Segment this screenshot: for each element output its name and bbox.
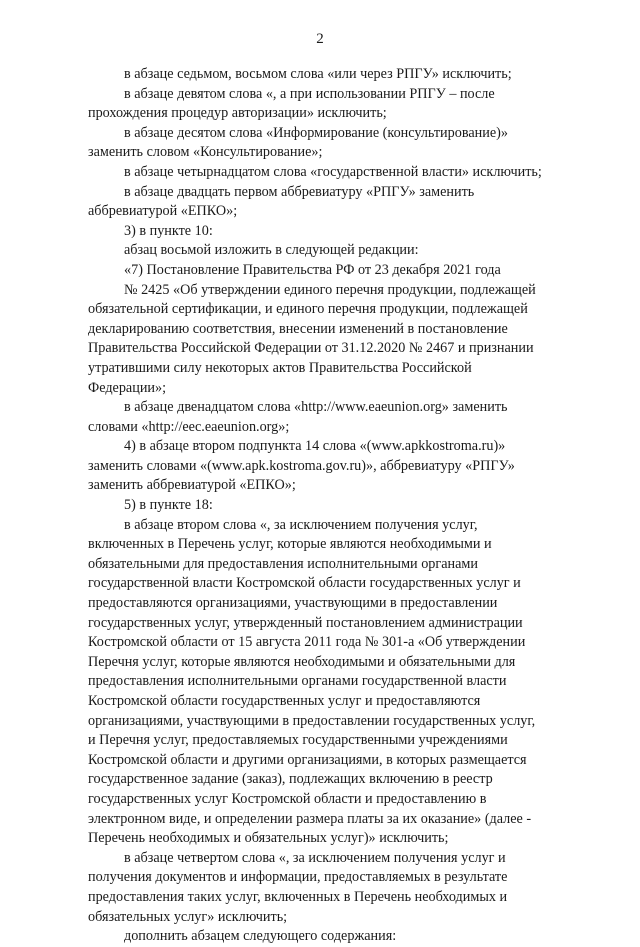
page-number: 2 [316, 31, 324, 47]
document-line: утратившими силу некоторых актов Правительства Российской [88, 359, 472, 376]
document-line: в абзаце седьмом, восьмом слова «или через РПГУ» исключить; [124, 66, 512, 82]
document-line: 5) в пункте 18: [124, 497, 213, 514]
document-line: включенных в Перечень услуг, которые являются необходимыми и [88, 536, 492, 553]
document-line: предоставления исполнительными органами государственной власти [88, 673, 507, 690]
document-line: заменить словом «Консультирование»; [88, 144, 323, 161]
document-line: государственных услуг, утвержденный постановлением администрации [88, 614, 523, 631]
document-line: в абзаце четвертом слова «, за исключением получения услуг и [124, 849, 506, 866]
document-line: получения документов и информации, предоставляемых в результате [88, 869, 508, 886]
document-line: в абзаце втором слова «, за исключением получения услуг, [124, 516, 478, 533]
document-line: в абзаце девятом слова «, а при использовании РПГУ – после [124, 85, 495, 102]
document-line: обязательной сертификации, и единого перечня продукции, подлежащей [88, 301, 528, 318]
document-line: 4) в абзаце втором подпункта 14 слова «(www.apkkostroma.ru)» [124, 438, 506, 455]
document-line: предоставления таких услуг, включенных в Перечень необходимых и [88, 888, 508, 905]
document-line: электронном виде, и определении размера платы за их оказание» (далее - [88, 810, 532, 827]
document-line: Перечень необходимых и обязательных услуг)» исключить; [88, 830, 449, 847]
document-line: предоставляются организациями, участвующими в предоставлении [88, 595, 498, 612]
document-line: заменить аббревиатурой «ЕПКО»; [88, 477, 296, 494]
document-line: государственной власти Костромской области государственных услуг и [88, 575, 521, 592]
document-line: в абзаце четырнадцатом слова «государственной власти» исключить; [124, 163, 542, 180]
document-line: абзац восьмой изложить в следующей редакции: [124, 242, 419, 259]
document-line: в абзаце двадцать первом аббревиатуру «РПГУ» заменить [124, 183, 475, 200]
document-line: Правительства Российской Федерации от 31.12.2020 № 2467 и признании [88, 340, 534, 357]
document-line: обязательных услуг» исключить; [88, 908, 288, 925]
document-line: словами «http://eec.eaeunion.org»; [88, 418, 290, 435]
document-line: 3) в пункте 10: [124, 222, 213, 239]
document-line: государственных услуг Костромской области и предоставлению в [88, 790, 487, 807]
document-line: обязательными для предоставления исполнительными органами [88, 555, 478, 572]
document-line: и Перечня услуг, предоставляемых государственными учреждениями [88, 732, 508, 749]
document-line: Костромской области и другими организациями, в которых размещается [88, 751, 527, 768]
document-line: организациями, участвующими в предоставлении государственных услуг, [88, 712, 536, 729]
document-line: № 2425 «Об утверждении единого перечня продукции, подлежащей [124, 281, 536, 298]
document-line: Костромской области государственных услуг и предоставляются [88, 693, 481, 709]
document-line: декларированию соответствия, внесении изменений в постановление [88, 320, 508, 337]
document-line: «7) Постановление Правительства РФ от 23 декабря 2021 года [124, 261, 501, 278]
document-line: в абзаце десятом слова «Информирование (консультирование)» [124, 124, 508, 141]
document-line: прохождения процедур авторизации» исключить; [88, 105, 387, 122]
document-line: Федерации»; [88, 379, 167, 396]
document-line: Перечня услуг, которые являются необходимыми и обязательными для [88, 653, 516, 670]
document-line: государственное задание (заказ), подлежащих включению в реестр [88, 771, 493, 788]
document-line: заменить словами «(www.apk.kostroma.gov.ru)», аббревиатуру «РПГУ» [88, 457, 515, 474]
document-line: дополнить абзацем следующего содержания: [124, 928, 397, 945]
document-line: в абзаце двенадцатом слова «http://www.eaeunion.org» заменить [124, 399, 508, 416]
document-body [88, 65, 574, 947]
document-line: аббревиатурой «ЕПКО»; [88, 203, 238, 220]
document-line: Костромской области от 15 августа 2011 года № 301-а «Об утверждении [88, 634, 526, 651]
